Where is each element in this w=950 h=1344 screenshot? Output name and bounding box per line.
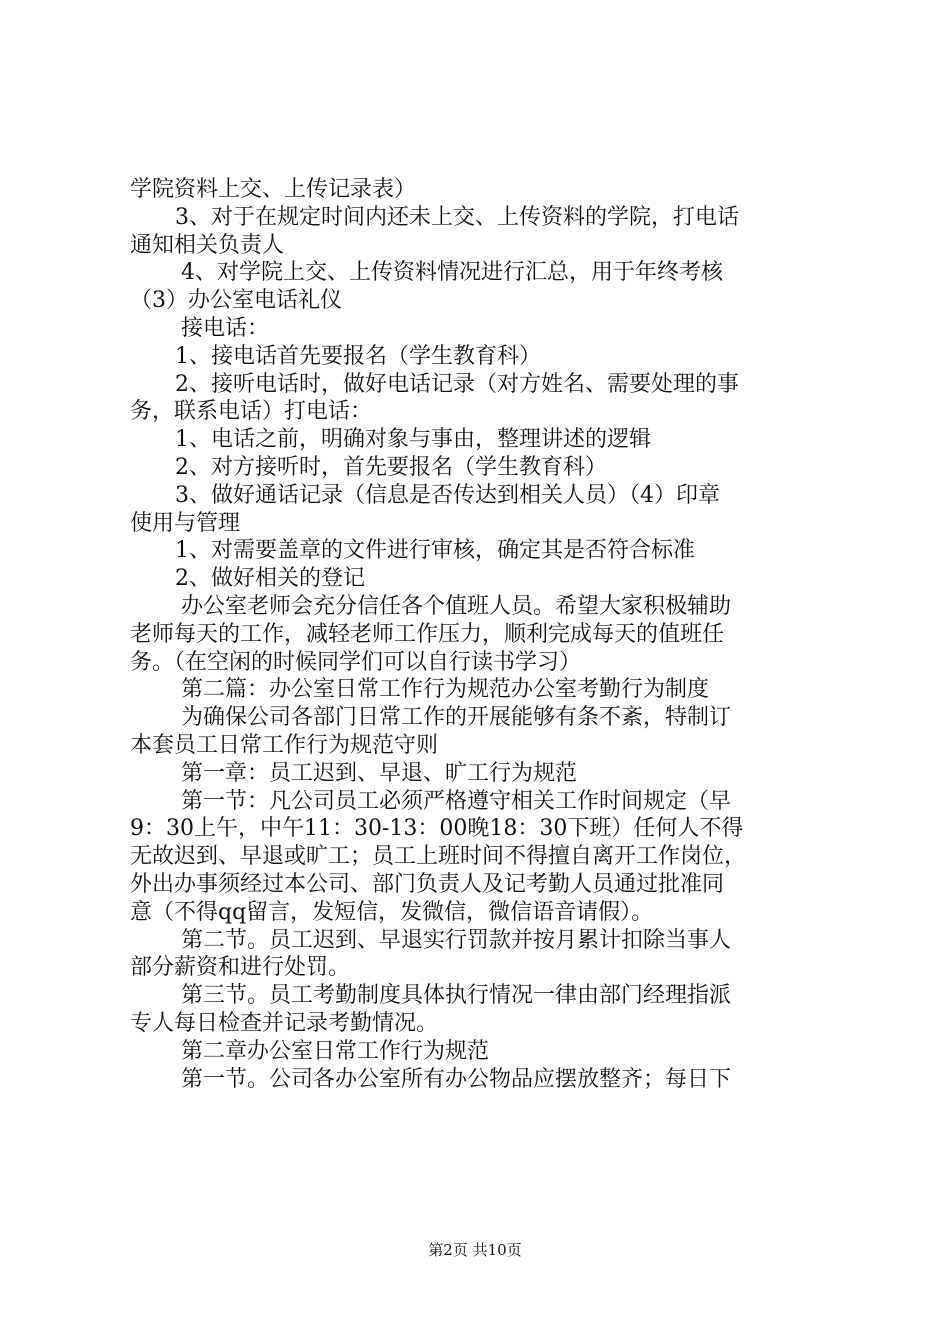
text-line: 无故迟到、早退或旷工；员工上班时间不得擅自离开工作岗位， bbox=[130, 844, 747, 870]
text-line: 9：30上午，中午11：30-13：00晚18：30下班）任何人不得 bbox=[130, 816, 744, 842]
text-line: 2、接听电话时，做好电话记录（对方姓名、需要处理的事 bbox=[175, 371, 739, 397]
document-body bbox=[130, 176, 840, 1093]
text-line: 第一节。公司各办公室所有办公物品应摆放整齐；每日下 bbox=[181, 1066, 732, 1092]
text-line: 学院资料上交、上传记录表） bbox=[130, 177, 417, 202]
text-line: 3、对于在规定时间内还未上交、上传资料的学院，打电话 bbox=[175, 204, 739, 230]
text-line: 第三节。员工考勤制度具体执行情况一律由部门经理指派 bbox=[181, 983, 732, 1009]
text-line: 老师每天的工作，减轻老师工作压力，顺利完成每天的值班任 bbox=[130, 621, 725, 647]
text-line: 接电话： bbox=[181, 315, 270, 341]
text-line: 4、对学院上交、上传资料情况进行汇总，用于年终考核 bbox=[181, 260, 723, 286]
text-line: 使用与管理 bbox=[130, 510, 241, 536]
chapter-heading: 第一章：员工迟到、早退、旷工行为规范 bbox=[181, 760, 578, 786]
text-line: 办公室老师会充分信任各个值班人员。希望大家积极辅助 bbox=[181, 593, 732, 619]
section-heading: （3）办公室电话礼仪 bbox=[130, 288, 342, 314]
text-line: 务。（在空闲的时候同学们可以自行读书学习） bbox=[130, 649, 582, 675]
text-line: 本套员工日常工作行为规范守则 bbox=[130, 732, 439, 758]
text-line: 部分薪资和进行处罚。 bbox=[130, 955, 351, 981]
text-line: 务，联系电话）打电话： bbox=[130, 399, 373, 425]
text-line: 1、对需要盖章的文件进行审核，确定其是否符合标准 bbox=[175, 538, 695, 564]
chapter-heading: 第二章办公室日常工作行为规范 bbox=[181, 1038, 490, 1064]
text-line: 为确保公司各部门日常工作的开展能够有条不紊，特制订 bbox=[181, 705, 732, 731]
page-number-footer: 第2页 共10页 bbox=[428, 1241, 522, 1259]
text-line: 1、电话之前，明确对象与事由，整理讲述的逻辑 bbox=[175, 427, 651, 453]
text-line: 专人每日检查并记录考勤情况。 bbox=[130, 1010, 439, 1036]
text-line: 1、接电话首先要报名（学生教育科） bbox=[175, 343, 541, 369]
text-line: 外出办事须经过本公司、部门负责人及记考勤人员通过批准同 bbox=[130, 871, 725, 897]
text-line: 第二节。员工迟到、早退实行罚款并按月累计扣除当事人 bbox=[181, 927, 732, 953]
chapter-heading: 第二篇：办公室日常工作行为规范办公室考勤行为制度 bbox=[181, 677, 710, 703]
text-line: 3、做好通话记录（信息是否传达到相关人员）（4）印章 bbox=[175, 482, 720, 508]
text-line: 2、对方接听时，首先要报名（学生教育科） bbox=[175, 454, 607, 480]
text-line: 第一节：凡公司员工必须严格遵守相关工作时间规定（早 bbox=[181, 788, 732, 814]
text-line: 意（不得qq留言，发短信，发微信，微信语音请假）。 bbox=[130, 899, 654, 925]
text-line: 通知相关负责人 bbox=[130, 232, 285, 258]
text-line: 2、做好相关的登记 bbox=[175, 566, 365, 592]
